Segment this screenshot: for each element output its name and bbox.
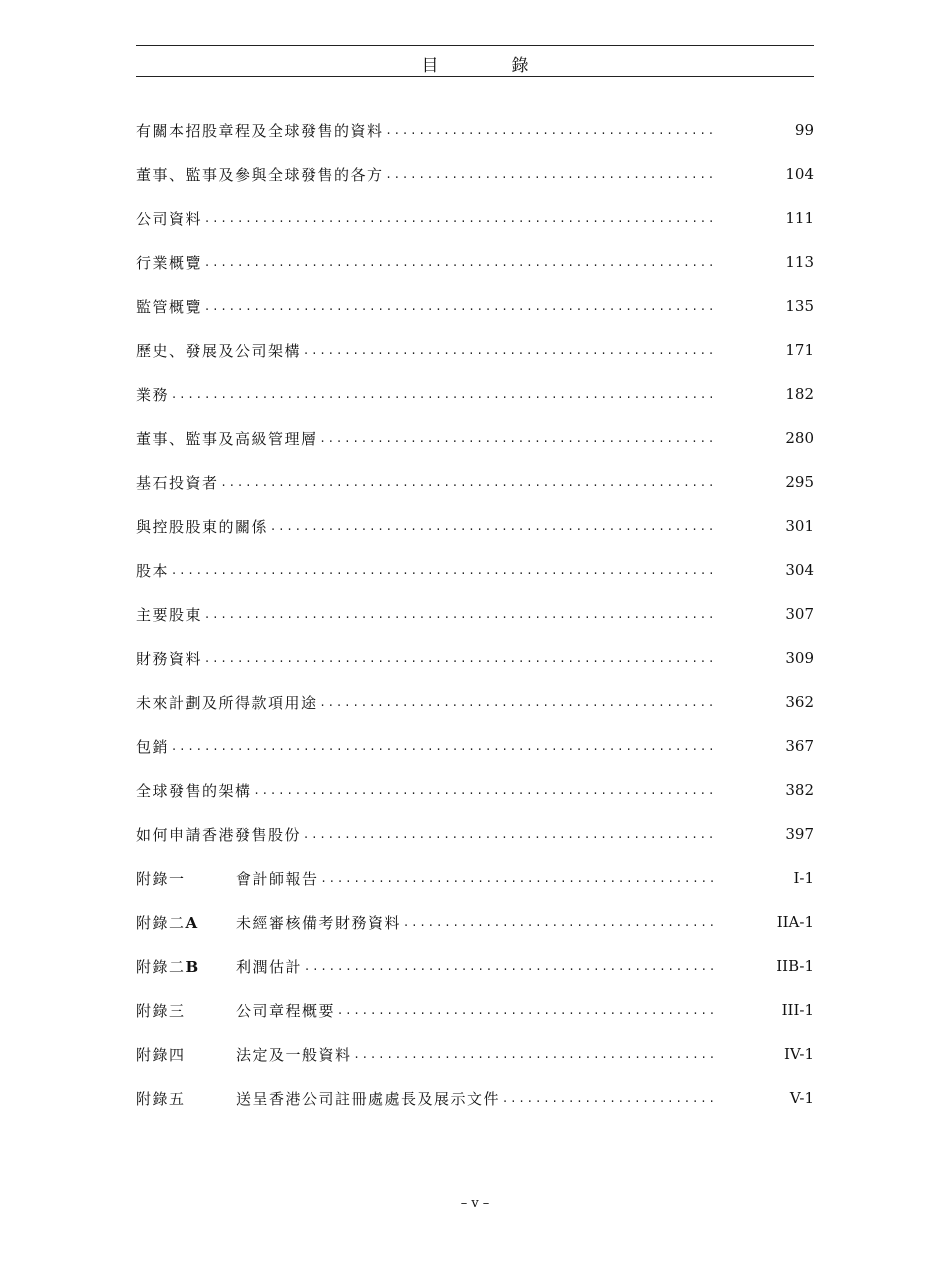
dot-leader: [338, 1003, 714, 1018]
dot-leader: [205, 255, 714, 270]
toc-entry-page: 367: [785, 737, 814, 755]
dot-leader: [172, 739, 714, 754]
toc-entry-page: 113: [785, 253, 814, 271]
toc-appendix-entry[interactable]: [136, 988, 814, 1032]
dot-leader: [271, 519, 714, 534]
toc-entry-label: 會計師報告: [236, 869, 319, 888]
toc-entry-label: 基石投資者: [136, 473, 219, 492]
toc-entry-page: 99: [794, 121, 814, 139]
toc-entry-page: 182: [785, 385, 814, 403]
toc-entry-label: 送呈香港公司註冊處處長及展示文件: [236, 1089, 501, 1108]
dot-leader: [304, 343, 714, 358]
toc-entry-label: 監管概覽: [136, 297, 203, 316]
toc-entry-label: 法定及一般資料: [236, 1045, 352, 1064]
page-title: 目 錄: [421, 56, 557, 76]
dot-leader: [305, 959, 714, 974]
dot-leader: [255, 783, 714, 798]
title-bar: [136, 45, 814, 77]
toc-entry-page: 362: [785, 693, 814, 711]
appendix-number: 附錄一: [136, 869, 186, 888]
toc-entry-page: 295: [785, 473, 814, 491]
toc-entry[interactable]: [136, 372, 814, 416]
toc-entry-label: 股本: [136, 561, 170, 580]
toc-entry-label: 利潤估計: [236, 957, 303, 976]
toc-entry-label: 公司章程概要: [236, 1001, 336, 1020]
toc-entry-label: 主要股東: [136, 605, 203, 624]
toc-entry-label: 業務: [136, 385, 170, 404]
toc-entry[interactable]: [136, 504, 814, 548]
table-of-contents: [136, 108, 814, 1120]
toc-appendix-entry[interactable]: [136, 1076, 814, 1120]
dot-leader: [205, 651, 714, 666]
toc-entry[interactable]: [136, 636, 814, 680]
toc-entry-page: V-1: [789, 1089, 814, 1107]
toc-entry-label: 董事、監事及高級管理層: [136, 429, 318, 448]
toc-entry-label: 全球發售的架構: [136, 781, 252, 800]
dot-leader: [503, 1091, 714, 1106]
appendix-number: 附錄五: [136, 1089, 186, 1108]
toc-entry-page: 304: [785, 561, 814, 579]
toc-entry-page: 171: [785, 341, 814, 359]
toc-entry-page: I-1: [793, 869, 814, 887]
dot-leader: [205, 299, 714, 314]
toc-entry[interactable]: [136, 680, 814, 724]
toc-entry-page: III-1: [781, 1001, 814, 1019]
toc-entry[interactable]: [136, 152, 814, 196]
toc-entry-label: 包銷: [136, 737, 170, 756]
toc-entry-page: IIA-1: [776, 913, 814, 931]
dot-leader: [222, 475, 714, 490]
appendix-number: 附錄二A: [136, 913, 198, 932]
toc-entry-label: 未經審核備考財務資料: [236, 913, 402, 932]
toc-entry-page: IV-1: [784, 1045, 814, 1063]
toc-entry[interactable]: [136, 812, 814, 856]
toc-entry[interactable]: [136, 460, 814, 504]
toc-entry-page: 135: [785, 297, 814, 315]
dot-leader: [321, 695, 714, 710]
toc-entry-page: 280: [785, 429, 814, 447]
toc-entry[interactable]: [136, 592, 814, 636]
toc-appendix-entry[interactable]: [136, 900, 814, 944]
dot-leader: [205, 607, 714, 622]
toc-entry[interactable]: [136, 328, 814, 372]
dot-leader: [404, 915, 714, 930]
dot-leader: [321, 431, 714, 446]
dot-leader: [205, 211, 714, 226]
toc-entry-page: IIB-1: [776, 957, 814, 975]
toc-entry[interactable]: [136, 548, 814, 592]
toc-entry[interactable]: [136, 768, 814, 812]
toc-entry-label: 行業概覽: [136, 253, 203, 272]
toc-entry[interactable]: [136, 108, 814, 152]
toc-entry-label: 有關本招股章程及全球發售的資料: [136, 121, 384, 140]
toc-entry[interactable]: [136, 196, 814, 240]
toc-entry-page: 104: [785, 165, 814, 183]
toc-entry[interactable]: [136, 724, 814, 768]
toc-entry-page: 309: [785, 649, 814, 667]
toc-entry-page: 301: [785, 517, 814, 535]
dot-leader: [387, 167, 714, 182]
page-footer: – v –: [460, 1196, 490, 1211]
toc-entry-label: 與控股股東的關係: [136, 517, 269, 536]
appendix-number: 附錄二B: [136, 957, 199, 976]
dot-leader: [172, 563, 714, 578]
dot-leader: [355, 1047, 714, 1062]
toc-entry-label: 公司資料: [136, 209, 203, 228]
toc-appendix-entry[interactable]: [136, 856, 814, 900]
toc-entry-page: 111: [785, 209, 814, 227]
toc-entry-label: 歷史、發展及公司架構: [136, 341, 302, 360]
dot-leader: [172, 387, 714, 402]
toc-entry-label: 未來計劃及所得款項用途: [136, 693, 318, 712]
toc-entry-label: 如何申請香港發售股份: [136, 825, 302, 844]
appendix-number: 附錄三: [136, 1001, 186, 1020]
toc-appendix-entry[interactable]: [136, 1032, 814, 1076]
dot-leader: [322, 871, 714, 886]
toc-entry-label: 財務資料: [136, 649, 203, 668]
toc-entry-page: 397: [785, 825, 814, 843]
toc-entry[interactable]: [136, 240, 814, 284]
toc-entry[interactable]: [136, 284, 814, 328]
appendix-number: 附錄四: [136, 1045, 186, 1064]
dot-leader: [387, 123, 714, 138]
toc-appendix-entry[interactable]: [136, 944, 814, 988]
toc-entry-page: 382: [785, 781, 814, 799]
dot-leader: [304, 827, 714, 842]
toc-entry[interactable]: [136, 416, 814, 460]
toc-entry-page: 307: [785, 605, 814, 623]
toc-entry-label: 董事、監事及參與全球發售的各方: [136, 165, 384, 184]
